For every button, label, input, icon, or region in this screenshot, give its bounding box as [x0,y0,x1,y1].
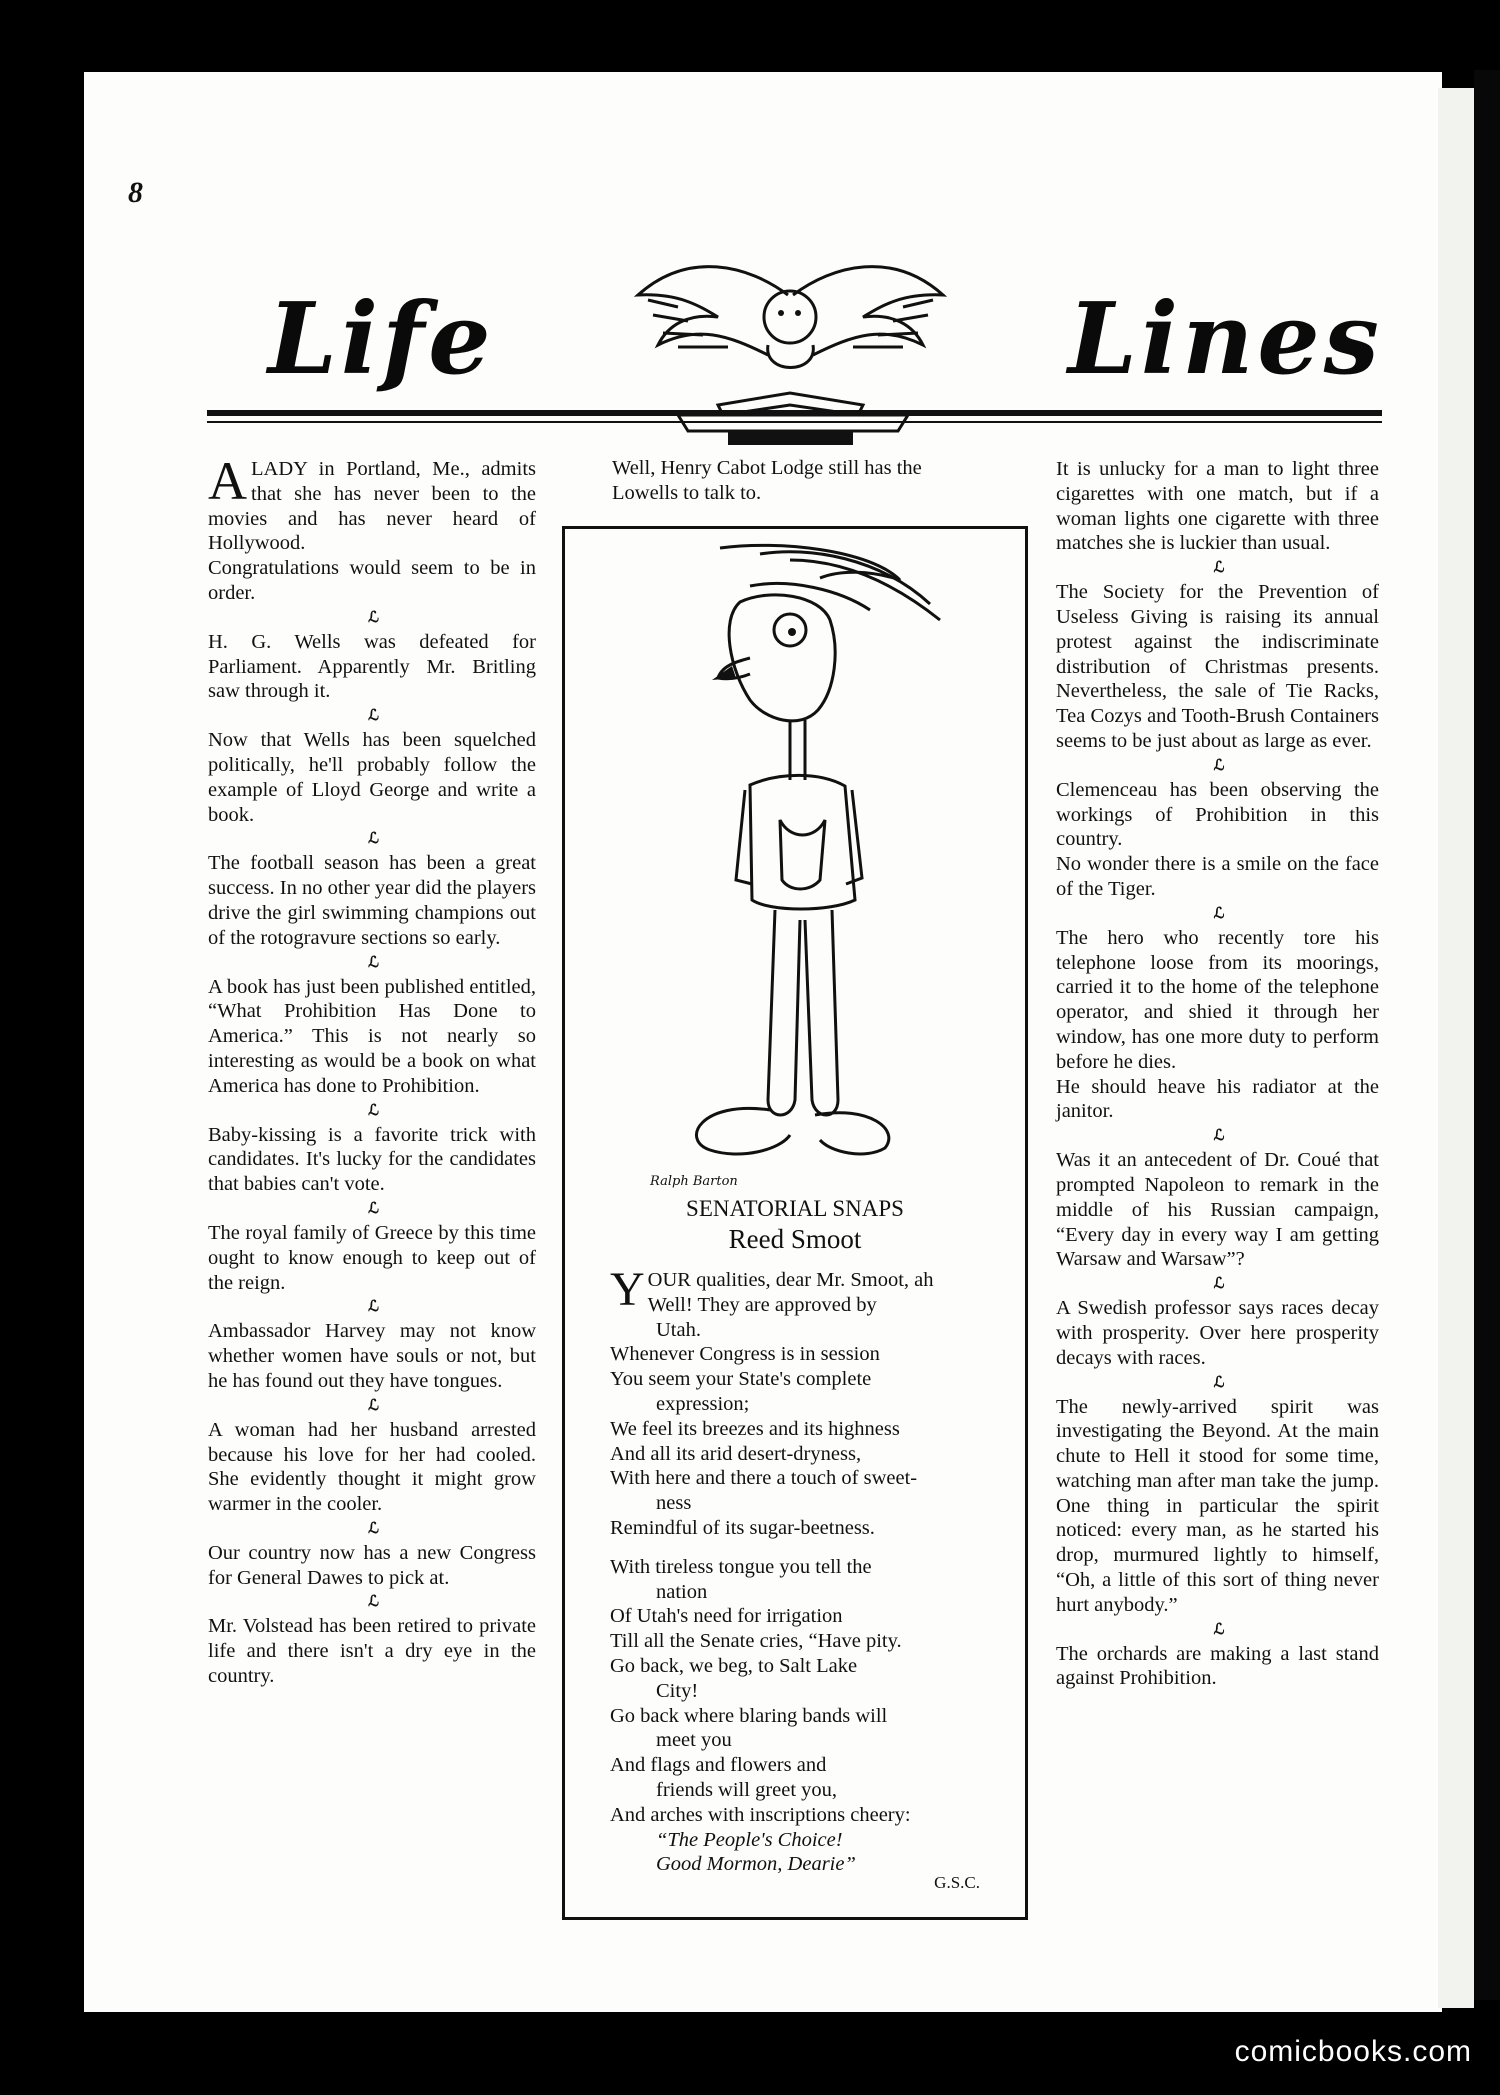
poem-line: friends will greet you, [656,1778,838,1801]
poem-signature: G.S.C. [934,1873,980,1893]
poem-line: With here and there a touch of sweet- [610,1467,918,1490]
poem [610,1263,980,1896]
header-rule [207,410,1382,416]
paragraph: Congratulations would seem to be in order. [208,557,536,604]
drop-cap: A [208,451,247,511]
separator-icon: ℒ [368,708,376,725]
title-left: Life [268,282,495,397]
paragraph: ALADY in Portland, Me., admits that she has never been to the movies and has never heard of Hollywood. [208,451,536,555]
separator-icon: ℒ [1213,1621,1222,1638]
paragraph: The hero who recently tore his telephone loose from its moorings, carried it to the home of the telephone operator, and shied it through her window, has one more duty to perform before he dies. [1056,926,1379,1073]
separator-icon: ℒ [1213,560,1222,577]
poem-line: OUR qualities, dear Mr. Smoot, ah [647,1269,934,1291]
caricature-illustration [640,540,960,1200]
poem-line: Utah. [656,1318,701,1341]
paragraph: Clemenceau has been observing the workings of Prohibition in this country. [1056,778,1379,851]
separator-icon: ℒ [368,1299,376,1316]
poem-line: Good Mormon, Dearie” [656,1853,856,1876]
separator-icon: ℒ [368,831,376,848]
paragraph: He should heave his radiator at the janitor. [1056,1075,1379,1123]
paragraph: Ambassador Harvey may not know whether women have souls or not, but he has found out they have tongues. [208,1320,536,1392]
poem-line: We feel its breezes and its highness [610,1417,900,1440]
middle-intro [612,456,982,506]
paragraph: Mr. Volstead has been retired to private life and there isn't a dry eye in the country. [208,1615,536,1688]
separator-icon: ℒ [368,1397,376,1414]
separator-icon: ℒ [368,1520,376,1537]
poem-line: ness [656,1492,692,1515]
separator-icon: ℒ [368,1200,376,1217]
poem-line: Of Utah's need for irrigation [610,1605,843,1628]
poem-line: You seem your State's complete [610,1368,872,1391]
poem-line: And arches with inscriptions cheery: [610,1803,911,1826]
stanza-break [610,1541,980,1555]
poem-line: Till all the Senate cries, “Have pity. [610,1630,902,1653]
paragraph: The Society for the Prevention of Useless Giving is raising its annual protest against the indiscriminate distribution of Christmas presents. Nevertheless, the sale of Tie Racks, Tea Cozys and Tooth-Brush Containers seems to be just about as large as ever. [1056,581,1379,752]
paragraph: Well, Henry Cabot Lodge still has the Lowells to talk to. [612,457,922,504]
cartoon-subject: Reed Smoot [728,1224,862,1254]
poem-line: Go back, we beg, to Salt Lake [610,1654,858,1677]
paragraph: The royal family of Greece by this time ought to know enough to keep out of the reign. [208,1221,536,1294]
poem-line: Remindful of its sugar-beetness. [610,1516,875,1539]
separator-icon: ℒ [1213,905,1222,922]
poem-drop-cap: Y [610,1263,645,1316]
poem-line: And flags and flowers and [610,1754,827,1777]
paragraph: The orchards are making a last stand against Prohibition. [1056,1642,1379,1690]
cherub-emblem [618,255,963,445]
cartoon-caption: SENATORIAL SNAPS [686,1196,904,1221]
poem-line: City! [656,1679,699,1702]
right-column [1056,457,1379,1691]
poem-lines [610,1263,980,1877]
poem-line: expression; [656,1392,750,1415]
paragraph: No wonder there is a smile on the face of the Tiger. [1056,853,1379,900]
paragraph: It is unlucky for a man to light three cigarettes with one match, but if a woman lights one cigarette with three matches she is luckier than usual. [1056,458,1379,555]
separator-icon: ℒ [368,1102,376,1119]
poem-line: Well! They are approved by [647,1293,877,1316]
watermark-link[interactable]: comicbooks.com [1234,2035,1472,2068]
separator-icon: ℒ [368,609,376,626]
poem-line: And all its arid desert-dryness, [610,1442,862,1465]
paragraph: Baby-kissing is a favorite trick with candidates. It's lucky for the candidates that babies can't vote. [208,1123,536,1196]
poem-line: “The People's Choice! [656,1828,843,1851]
separator-icon: ℒ [1213,1128,1222,1145]
separator-icon: ℒ [368,1594,376,1611]
next-page-edge [1438,88,1474,2008]
paragraph: A book has just been published entitled, “What Prohibition Has Done to America.” This is not nearly so interesting as would be a book on what America has done to Prohibition. [208,975,536,1097]
separator-icon: ℒ [1213,1276,1222,1293]
paragraph: Now that Wells has been squelched politically, he'll probably follow the example of Lloyd George and write a book. [208,729,536,826]
poem-line: With tireless tongue you tell the [610,1555,872,1578]
scan-border [1474,70,1500,2000]
paragraph: H. G. Wells was defeated for Parliament. Apparently Mr. Britling saw through it. [208,630,536,703]
paragraph: The football season has been a great success. In no other year did the players drive the girl swimming champions out of the rotogravure sections so early. [208,852,536,949]
poem-line: nation [656,1580,708,1603]
paragraph: Our country now has a new Congress for General Dawes to pick at. [208,1541,536,1589]
separator-icon: ℒ [1213,757,1222,774]
paragraph: Was it an antecedent of Dr. Coué that prompted Napoleon to remark in the middle of his Russian campaign, “Every day in every way I am getting Warsaw and Warsaw”? [1056,1149,1379,1271]
poem-line: meet you [656,1729,732,1752]
poem-line: Whenever Congress is in session [610,1343,880,1366]
poem-line: Go back where blaring bands will [610,1704,888,1727]
page-number: 8 [128,176,143,209]
title-right: Lines [1068,282,1383,397]
separator-icon: ℒ [1213,1374,1222,1391]
left-column [208,451,536,1689]
paragraph: The newly-arrived spirit was investigating the Beyond. At the main chute to Hell it stood for some time, watching man after man take the jump. One thing in particular the spirit noticed: every man, as he started his drop, murmured lightly to himself, “Oh, a little of this sort of thing never hurt anybody.” [1056,1395,1379,1616]
separator-icon: ℒ [368,954,376,971]
header-rule-thin [207,421,1382,423]
cartoon-signature: Ralph Barton [650,1174,738,1189]
paragraph: A Swedish professor says races decay with prosperity. Over here prosperity decays with races. [1056,1297,1379,1369]
paragraph: A woman had her husband arrested because his love for her had cooled. She evidently thought it might grow warmer in the cooler. [208,1418,536,1516]
